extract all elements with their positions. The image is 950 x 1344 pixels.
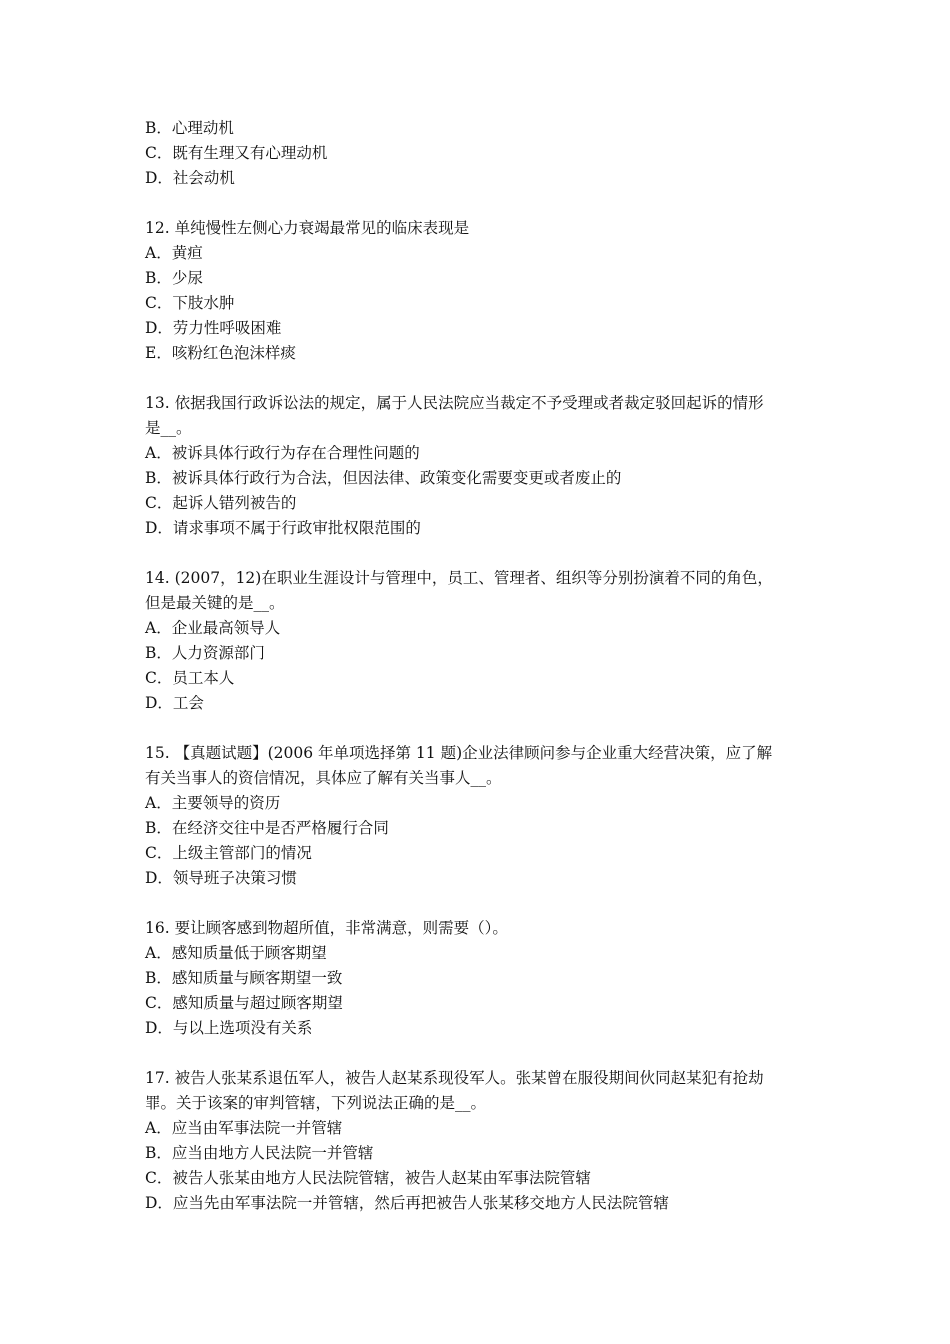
option-line: C．下肢水肿: [145, 294, 235, 312]
question-stem: 12. 单纯慢性左侧心力衰竭最常见的临床表现是: [145, 219, 470, 237]
option-line: A．企业最高领导人: [145, 619, 281, 637]
option-line: D．劳力性呼吸困难: [145, 319, 282, 337]
option-line: C．上级主管部门的情况: [145, 844, 312, 862]
option-line: D．领导班子决策习惯: [145, 869, 297, 887]
option-line: A．感知质量低于顾客期望: [145, 944, 327, 962]
option-line: B．感知质量与顾客期望一致: [145, 969, 343, 987]
question-stem: 有关当事人的资信情况，具体应了解有关当事人__。: [145, 769, 502, 787]
option-line: D．请求事项不属于行政审批权限范围的: [145, 519, 421, 537]
option-line: C．起诉人错列被告的: [145, 494, 297, 512]
question-stem: 16. 要让顾客感到物超所值，非常满意，则需要（）。: [145, 919, 508, 937]
option-line: D．工会: [145, 694, 204, 712]
spacer: [145, 1041, 815, 1066]
option-line: C．被告人张某由地方人民法院管辖，被告人赵某由军事法院管辖: [145, 1169, 591, 1187]
option-line: A．黄疸: [145, 244, 203, 262]
option-line: A．主要领导的资历: [145, 794, 281, 812]
option-line: D．与以上选项没有关系: [145, 1019, 313, 1037]
option-line: B．被诉具体行政行为合法，但因法律、政策变化需要变更或者废止的: [145, 469, 622, 487]
option-line: B．应当由地方人民法院一并管辖: [145, 1144, 374, 1162]
option-line: D．应当先由军事法院一并管辖，然后再把被告人张某移交地方人民法院管辖: [145, 1194, 669, 1212]
option-line: A．被诉具体行政行为存在合理性问题的: [145, 444, 420, 462]
option-line: C．既有生理又有心理动机: [145, 144, 328, 162]
question-stem: 但是最关键的是__。: [145, 594, 285, 612]
question-stem: 是__。: [145, 419, 192, 437]
spacer: [145, 541, 815, 566]
question-stem: 15. 【真题试题】(2006 年单项选择第 11 题)企业法律顾问参与企业重大经营决策，应了解: [145, 744, 773, 762]
question-stem: 17. 被告人张某系退伍军人，被告人赵某系现役军人。张某曾在服役期间伙同赵某犯有抢劫: [145, 1069, 764, 1087]
option-line: B．少尿: [145, 269, 203, 287]
option-line: C．感知质量与超过顾客期望: [145, 994, 343, 1012]
spacer: [145, 366, 815, 391]
question-stem: 14. (2007，12)在职业生涯设计与管理中，员工、管理者、组织等分别扮演着不同的角色，: [145, 569, 773, 587]
option-line: B．人力资源部门: [145, 644, 265, 662]
option-line: E．咳粉红色泡沫样痰: [145, 344, 296, 362]
option-line: C．员工本人: [145, 669, 235, 687]
question-stem: 罪。关于该案的审判管辖，下列说法正确的是__。: [145, 1094, 487, 1112]
option-line: B．心理动机: [145, 119, 234, 137]
spacer: [145, 191, 815, 216]
question-list: [145, 116, 815, 1216]
question-stem: 13. 依据我国行政诉讼法的规定，属于人民法院应当裁定不予受理或者裁定驳回起诉的情形: [145, 394, 764, 412]
option-line: A．应当由军事法院一并管辖: [145, 1119, 343, 1137]
option-line: D．社会动机: [145, 169, 235, 187]
spacer: [145, 716, 815, 741]
spacer: [145, 891, 815, 916]
option-line: B．在经济交往中是否严格履行合同: [145, 819, 389, 837]
